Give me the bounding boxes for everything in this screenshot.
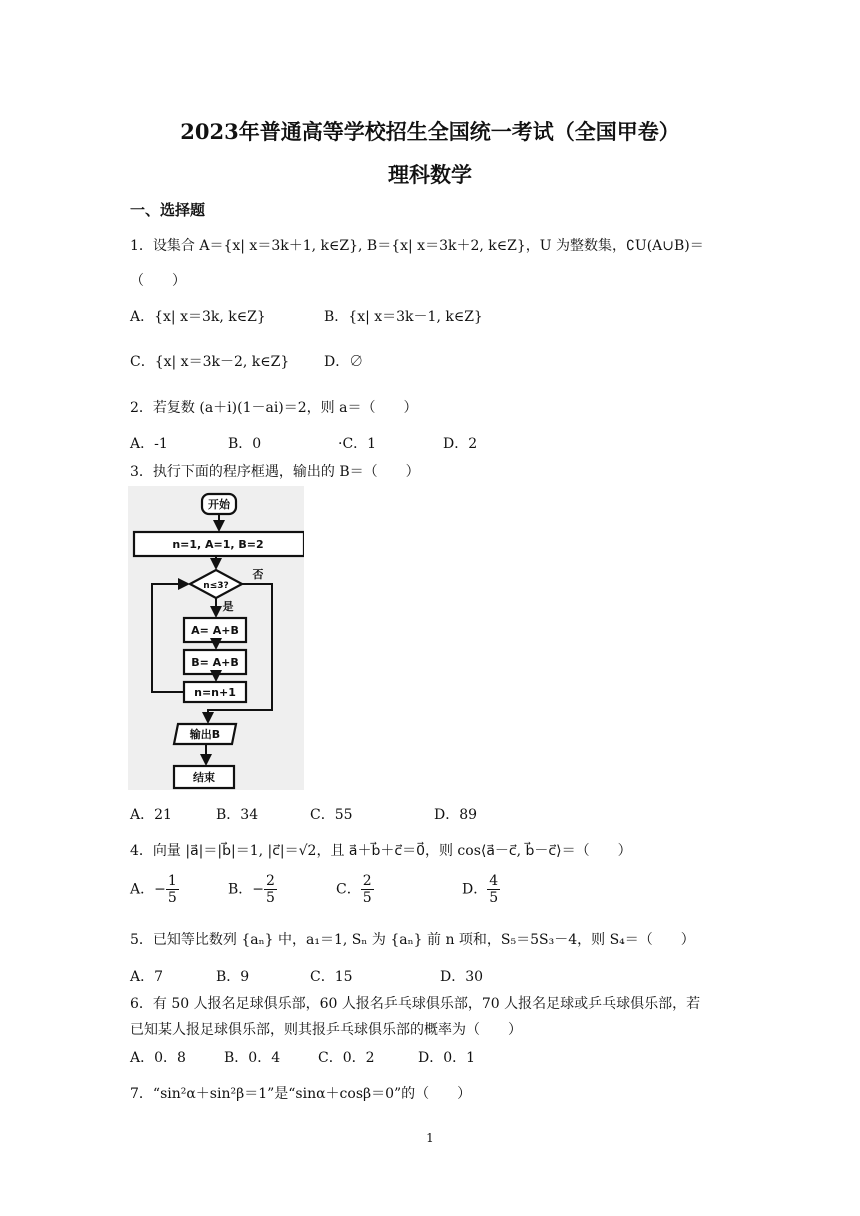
question-5-stem: 5．已知等比数列 {aₙ} 中，a₁＝1, Sₙ 为 {aₙ} 前 n 项和，S₅＝5S₃－4，则 S₄＝（ ） (130, 932, 695, 948)
question-1-option-a: A．{x| x＝3k, k∈Z} (130, 309, 266, 325)
question-1-option-b: B．{x| x＝3k－1, k∈Z} (324, 309, 483, 325)
question-6-stem-cont: 已知某人报足球俱乐部，则其报乒乓球俱乐部的概率为（ ） (130, 1022, 522, 1038)
question-6-option-c: C．0．2 (318, 1050, 375, 1066)
question-6-option-d: D．0．1 (418, 1050, 476, 1066)
question-1-stem: 1．设集合 A＝{x| x＝3k＋1, k∈Z}, B＝{x| x＝3k＋2, k∈Z}，U 为整数集，∁U(A∪B)＝ (130, 238, 704, 254)
page-number: 1 (426, 1131, 434, 1145)
flow-yes-label: 是 (222, 600, 234, 613)
flow-start-text: 开始 (208, 498, 230, 511)
question-1-stem-cont: （ ） (130, 273, 186, 289)
question-5-option-d: D．30 (440, 969, 484, 985)
question-1-option-c: C．{x| x＝3k－2, k∈Z} (130, 354, 290, 370)
question-3-option-d: D．89 (434, 807, 478, 823)
question-5-option-a: A．7 (130, 969, 164, 985)
question-2-option-c: ·C．1 (338, 436, 377, 452)
question-2-option-b: B．0 (228, 436, 262, 452)
question-7-stem: 7．“sin²α＋sin²β＝1”是“sinα＋cosβ＝0”的（ ） (130, 1086, 472, 1102)
section-heading: 一、选择题 (130, 201, 206, 219)
question-4-option-d: D． $\frac{4}{5}$ (462, 873, 499, 907)
flow-init-text: n=1, A=1, B=2 (172, 538, 264, 551)
question-4-option-a: A．− $\frac{1}{5}$ (130, 873, 177, 907)
question-2-option-a: A．-1 (130, 436, 168, 452)
question-3-option-b: B．34 (216, 807, 259, 823)
question-4-option-c: C． $\frac{2}{5}$ (336, 873, 372, 907)
question-3-stem: 3．执行下面的程序框遇，输出的 B＝（ ） (130, 464, 420, 480)
question-4-stem: 4．向量 |a⃗|＝|b⃗|＝1, |c⃗|＝√2，且 a⃗＋b⃗＋c⃗＝0⃗，则 cos⟨a⃗－c⃗, b⃗－c⃗⟩＝（ ） (130, 843, 632, 859)
question-1-option-d: D．∅ (324, 354, 364, 370)
question-6-option-b: B．0．4 (224, 1050, 281, 1066)
question-2-option-d: D．2 (443, 436, 478, 452)
question-2-stem: 2．若复数 (a＋i)(1－ai)＝2，则 a＝（ ） (130, 400, 418, 416)
exam-subtitle: 理科数学 (388, 162, 472, 187)
flow-no-label: 否 (252, 568, 264, 581)
flow-step1-text: A= A+B (191, 624, 239, 637)
flow-step3-text: n=n+1 (194, 686, 236, 699)
exam-title: 2023年普通高等学校招生全国统一考试（全国甲卷） (180, 119, 680, 144)
question-6-option-a: A．0．8 (130, 1050, 186, 1066)
flow-output-text: 输出B (189, 728, 221, 741)
flow-condition-text: n≤3? (203, 581, 229, 591)
question-5-option-b: B．9 (216, 969, 250, 985)
flow-end-text: 结束 (193, 771, 215, 784)
flow-step2-text: B= A+B (191, 656, 239, 669)
question-6-stem: 6．有 50 人报名足球俱乐部，60 人报名乒乓球俱乐部，70 人报名足球或乒乓球俱乐部，若 (130, 996, 701, 1012)
question-4-option-b: B．− $\frac{2}{5}$ (228, 873, 275, 907)
question-3-option-c: C．55 (310, 807, 353, 823)
question-5-option-c: C．15 (310, 969, 353, 985)
question-3-option-a: A．21 (130, 807, 172, 823)
flowchart-figure (128, 486, 304, 790)
